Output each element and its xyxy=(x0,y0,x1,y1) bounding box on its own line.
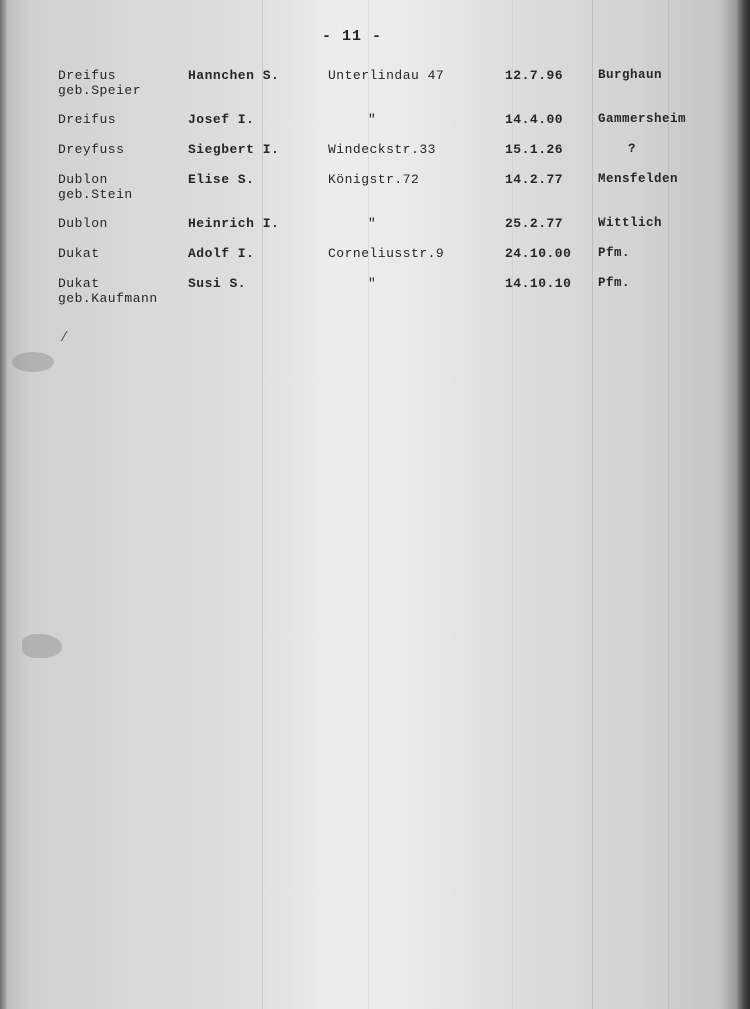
birth-date: 25.2.77 xyxy=(505,216,564,231)
given-name: Siegbert I. xyxy=(188,142,280,157)
address xyxy=(328,112,376,127)
birth-place: Pfm. xyxy=(598,276,631,290)
surname-cell xyxy=(58,276,158,306)
birth-name: geb.Speier xyxy=(58,83,142,98)
given-name: Heinrich I. xyxy=(188,216,280,231)
surname-cell xyxy=(58,216,108,231)
birth-date: 12.7.96 xyxy=(505,68,564,83)
surname: Dukat xyxy=(58,246,100,261)
surname: Dreifus xyxy=(58,68,117,83)
birth-place: Mensfelden xyxy=(598,172,679,186)
address: Königstr.72 xyxy=(328,172,420,187)
ditto-mark: " xyxy=(368,276,377,291)
birth-name: geb.Kaufmann xyxy=(58,291,158,306)
birth-date: 15.1.26 xyxy=(505,142,564,157)
birth-place: ? xyxy=(628,142,637,156)
table-row xyxy=(0,112,750,142)
ditto-mark: " xyxy=(368,216,377,231)
surname-cell xyxy=(58,246,100,261)
table-row xyxy=(0,68,750,98)
ink-blot xyxy=(12,352,54,372)
address: Unterlindau 47 xyxy=(328,68,445,83)
surname-cell xyxy=(58,112,116,127)
surname-cell xyxy=(58,68,141,98)
surname: Dreifus xyxy=(58,112,117,127)
given-name: Susi S. xyxy=(188,276,247,291)
table-row xyxy=(0,172,750,202)
surname: Dukat xyxy=(58,276,100,291)
birth-date: 14.10.10 xyxy=(505,276,572,291)
birth-date: 14.4.00 xyxy=(505,112,564,127)
table-row xyxy=(0,276,750,306)
given-name: Josef I. xyxy=(188,112,255,127)
pencil-mark: / xyxy=(60,330,69,346)
page-number: - 11 - xyxy=(322,28,383,45)
surname: Dreyfuss xyxy=(58,142,125,157)
table-row xyxy=(0,142,750,172)
address xyxy=(328,276,376,291)
address: Windeckstr.33 xyxy=(328,142,436,157)
birth-date: 24.10.00 xyxy=(505,246,572,261)
surname-cell xyxy=(58,172,133,202)
surname: Dublon xyxy=(58,216,108,231)
ditto-mark: " xyxy=(368,112,377,127)
given-name: Adolf I. xyxy=(188,246,255,261)
birth-place: Wittlich xyxy=(598,216,663,230)
birth-place: Burghaun xyxy=(598,68,663,82)
table-row xyxy=(0,216,750,246)
birth-place: Gammersheim xyxy=(598,112,687,126)
birth-place: Pfm. xyxy=(598,246,631,260)
given-name: Elise S. xyxy=(188,172,255,187)
given-name: Hannchen S. xyxy=(188,68,280,83)
table-row xyxy=(0,246,750,276)
surname: Dublon xyxy=(58,172,108,187)
birth-date: 14.2.77 xyxy=(505,172,564,187)
birth-name: geb.Stein xyxy=(58,187,133,202)
surname-cell xyxy=(58,142,124,157)
ink-blot xyxy=(22,634,62,658)
address: Corneliusstr.9 xyxy=(328,246,445,261)
address xyxy=(328,216,376,231)
